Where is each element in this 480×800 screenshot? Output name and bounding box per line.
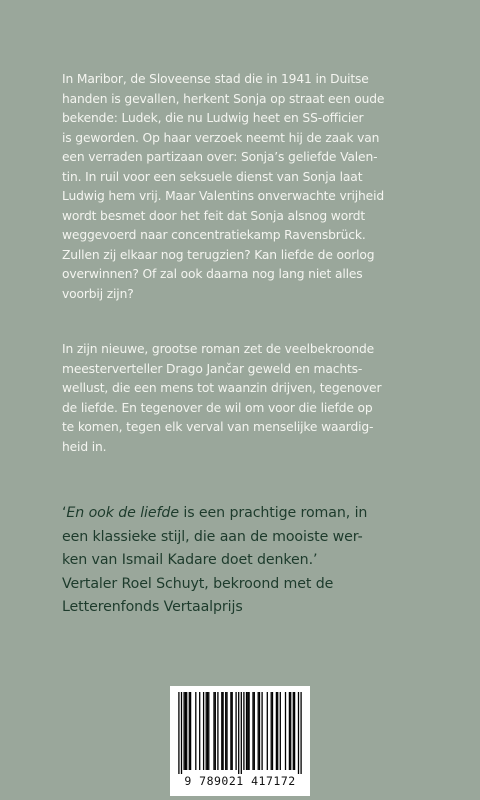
barcode-bar — [207, 692, 208, 770]
barcode-bar — [261, 692, 262, 770]
quote-attribution: Letterenfonds Vertaalprijs — [62, 599, 243, 615]
barcode-bar — [267, 692, 268, 770]
barcode-bar — [215, 692, 216, 770]
review-quote — [62, 502, 432, 620]
blurb-line: is geworden. Op haar verzoek neemt hij de zaak van — [62, 130, 380, 145]
barcode-bar — [276, 692, 277, 770]
quote-line: ken van Ismail Kadare doet denken.’ — [62, 552, 318, 568]
barcode-bar — [178, 692, 179, 774]
barcode-bar — [181, 692, 182, 774]
barcode — [170, 686, 310, 796]
blurb-line: wellust, die een mens tot waanzin drijven, tegenover — [62, 381, 382, 395]
barcode-bar — [217, 692, 218, 770]
quote-open-mark: ‘ — [62, 505, 67, 521]
quote-line: een klassieke stijl, die aan de mooiste wer- — [62, 528, 363, 545]
barcode-bar — [258, 692, 259, 770]
barcode-bar — [243, 692, 244, 770]
blurb-line: In zijn nieuwe, grootse roman zet de veelbekroonde — [62, 342, 375, 356]
barcode-bar — [289, 692, 290, 770]
barcode-bar — [254, 692, 255, 770]
barcode-bar — [235, 692, 236, 770]
barcode-bar — [247, 692, 248, 770]
barcode-bar — [300, 692, 301, 774]
quoted-book-title: En ook de liefde — [66, 505, 179, 521]
barcode-bar — [208, 692, 209, 770]
barcode-bar — [298, 692, 299, 774]
blurb-line: heid in. — [62, 439, 107, 454]
ean13-barcode-icon — [170, 686, 310, 776]
barcode-bar — [246, 692, 247, 770]
barcode-bar — [232, 692, 233, 770]
blurb-line: weggevoerd naar concentratiekamp Ravensbrück. — [62, 228, 366, 242]
quote-line — [62, 502, 432, 526]
blurb-line: te komen, tegen elk verval van menselijke waardig- — [62, 420, 374, 434]
barcode-bar — [272, 692, 273, 770]
blurb-line: meesterverteller Drago Jančar geweld en machts- — [62, 361, 363, 376]
barcode-bar — [285, 692, 286, 770]
barcode-bar — [252, 692, 253, 770]
blurb-line: de liefde. En tegenover de wil om voor die liefde op — [62, 400, 373, 415]
barcode-bar — [248, 692, 249, 770]
blurb-paragraph-2 — [62, 340, 426, 457]
blurb-line: overwinnen? Of zal ook daarna nog lang niet alles — [62, 267, 363, 281]
isbn-number: 9 789021 417172 — [184, 774, 296, 788]
barcode-bar — [290, 692, 291, 770]
barcode-bar — [293, 692, 294, 770]
blurb-line: bekende: Ludek, die nu Ludwig heet en SS-officier — [62, 111, 364, 125]
quote-line-1-rest: is een prachtige roman, in — [178, 505, 368, 521]
barcode-bar — [213, 692, 214, 770]
barcode-bar — [222, 692, 223, 770]
barcode-bar — [221, 692, 222, 770]
barcode-bar — [203, 692, 204, 770]
barcode-bar — [277, 692, 278, 770]
blurb-line: tin. In ruil voor een seksuele dienst van Sonja laat — [62, 169, 363, 184]
blurb-line: In Maribor, de Sloveense stad die in 1941 in Duitse — [62, 72, 369, 86]
barcode-bar — [259, 692, 260, 770]
barcode-bar — [271, 692, 272, 770]
blurb-line: handen is gevallen, herkent Sonja op straat een oude — [62, 91, 385, 106]
blurb-line: een verraden partizaan over: Sonja’s geliefde Valen- — [62, 150, 378, 164]
barcode-bar — [185, 692, 186, 770]
blurb-line: voorbij zijn? — [62, 286, 134, 301]
blurb-line: wordt besmet door het feit dat Sonja alsnog wordt — [62, 208, 366, 223]
barcode-bar — [183, 692, 184, 770]
barcode-bar — [280, 692, 281, 770]
barcode-bar — [230, 692, 231, 770]
barcode-bar — [199, 692, 200, 770]
barcode-bar — [195, 692, 196, 770]
barcode-bar — [206, 692, 207, 770]
barcode-bar — [294, 692, 295, 770]
barcode-bar — [186, 692, 187, 770]
barcode-bar — [190, 692, 191, 770]
barcode-bar — [238, 692, 239, 774]
barcode-bar — [189, 692, 190, 770]
barcode-bar — [226, 692, 227, 770]
blurb-line: Zullen zij elkaar nog terugzien? Kan liefde de oorlog — [62, 247, 375, 262]
barcode-bar — [225, 692, 226, 770]
quote-attribution: Vertaler Roel Schuyt, bekroond met de — [62, 575, 334, 592]
blurb-line: Ludwig hem vrij. Maar Valentins onverwachte vrijheid — [62, 189, 385, 203]
barcode-bar — [241, 692, 242, 774]
blurb-paragraph-1 — [62, 70, 426, 304]
